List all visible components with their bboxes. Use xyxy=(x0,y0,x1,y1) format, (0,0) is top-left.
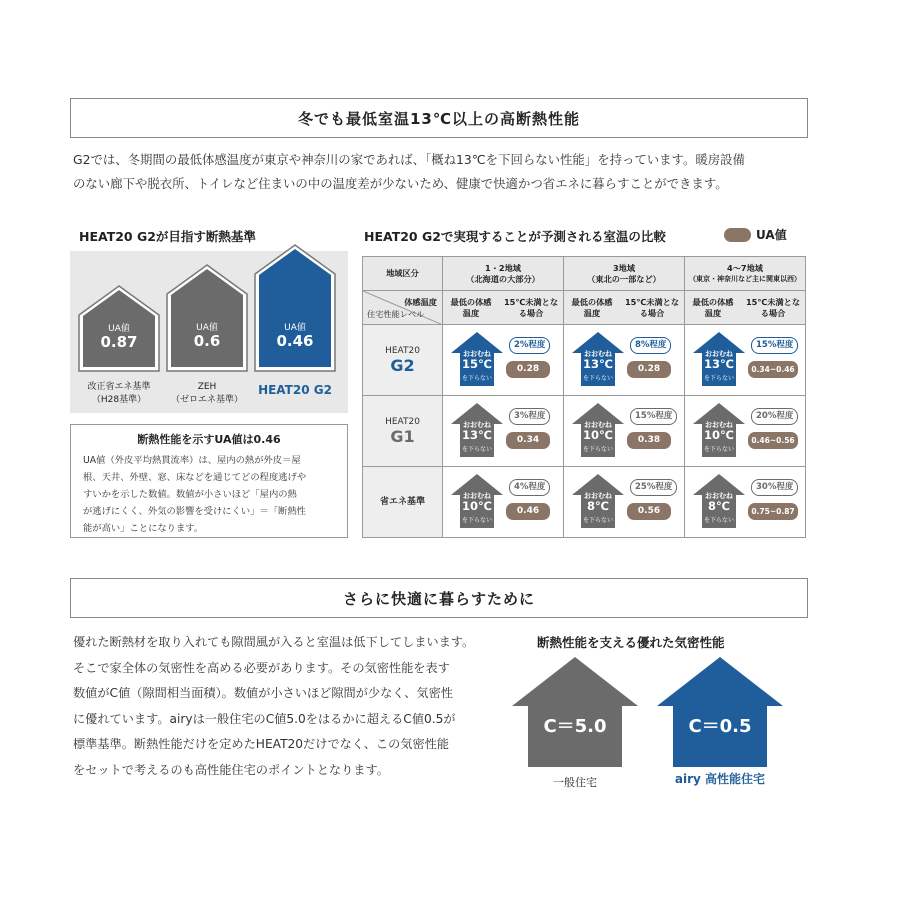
temp-cell xyxy=(685,396,806,467)
row-label: 省エネ基準 xyxy=(363,467,443,538)
sub-header: 最低の体感温度 15℃未満となる場合 xyxy=(564,291,685,325)
up-arrow-icon: おおむね 13℃ を下らない xyxy=(571,331,625,387)
up-arrow-icon: おおむね 10℃ を下らない xyxy=(692,402,746,458)
bar-caption-zeh: ZEH （ゼロエネ基準） xyxy=(170,382,243,405)
region-header: 1・2地域 （北海道の大部分） xyxy=(443,257,564,291)
house-general: C＝5.0 xyxy=(511,656,639,768)
bar-caption-g2: HEAT20 G2 xyxy=(258,383,332,397)
percent-badge: 25%程度 xyxy=(630,479,677,496)
temp-cell xyxy=(685,467,806,538)
sub-header: 最低の体感温度 15℃未満となる場合 xyxy=(685,291,806,325)
row-label: HEAT20 G2 xyxy=(363,325,443,396)
house-shape-icon xyxy=(254,244,336,372)
region-header: 4～7地域 （東京・神奈川など主に関東以西） xyxy=(685,257,806,291)
row-label: HEAT20 G1 xyxy=(363,396,443,467)
percent-badge: 3%程度 xyxy=(509,408,550,425)
ua-value-badge: 0.28 xyxy=(627,361,671,378)
airtight-heading: 断熱性能を支える優れた気密性能 xyxy=(537,635,725,650)
percent-badge: 15%程度 xyxy=(630,408,677,425)
ua-value-badge: 0.34~0.46 xyxy=(748,361,798,378)
room-temp-heading: HEAT20 G2で実現することが予測される室温の比較 xyxy=(364,229,666,244)
section-title-comfort: さらに快適に暮らすために xyxy=(70,578,808,618)
ua-legend: UA値 xyxy=(724,226,787,243)
ua-value-badge: 0.46 xyxy=(506,503,550,520)
ua-value-badge: 0.56 xyxy=(627,503,671,520)
bar-caption-h28: 改正省エネ基準 （H28基準） xyxy=(87,382,151,405)
temp-cell xyxy=(564,467,685,538)
house-shape-icon xyxy=(166,264,248,372)
temp-cell xyxy=(443,467,564,538)
temp-cell xyxy=(443,325,564,396)
ua-value-badge: 0.28 xyxy=(506,361,550,378)
up-arrow-icon: おおむね 13℃ を下らない xyxy=(450,402,504,458)
ua-note-box: 断熱性能を示すUA値は0.46 UA値（外皮平均熱貫流率）は、屋内の熱が外皮＝屋 根、天井、外壁、窓、床などを通じてどの程度逃げや すいかを示した数値。数値が小さいほど「屋内の熱 が逃げにくく、外気の影響を受けにくい」＝「断熱性 能が高い」ことになります。 xyxy=(70,424,348,538)
room-temp-table xyxy=(362,256,806,538)
ua-value-badge: 0.34 xyxy=(506,432,550,449)
insulation-standard-heading: HEAT20 G2が目指す断熱基準 xyxy=(79,229,256,244)
ua-house-h28: UA値 0.87 xyxy=(78,285,160,372)
sub-header: 最低の体感温度 15℃未満となる場合 xyxy=(443,291,564,325)
ua-value-badge: 0.46~0.56 xyxy=(748,432,798,449)
ua-legend-swatch xyxy=(724,228,751,242)
airtight-paragraph: 優れた断熱材を取り入れても隙間風が入ると室温は低下してしまいます。 そこで家全体の気密性を高める必要があります。その気密性能を表す 数値がC値（隙間相当面積）。数値が小さいほど隙間が少なく、気密性 に優れています。airyは一般住宅のC値5.0をはるかに超えるC値0.5が 標準基準。断熱性能だけを定めたHEAT20だけでなく、この気密性能 をセットで考えるのも高性能住宅のポイントとなります。 xyxy=(73,635,475,777)
region-header: 3地域 （東北の一部など） xyxy=(564,257,685,291)
ua-value-badge: 0.75~0.87 xyxy=(748,503,798,520)
up-arrow-icon: おおむね 10℃ を下らない xyxy=(450,473,504,529)
up-arrow-icon: おおむね 10℃ を下らない xyxy=(571,402,625,458)
percent-badge: 2%程度 xyxy=(509,337,550,354)
house-airy: C＝0.5 xyxy=(656,656,784,768)
temp-cell xyxy=(564,396,685,467)
caption-general: 一般住宅 xyxy=(553,776,597,789)
up-arrow-icon: おおむね 8℃ を下らない xyxy=(692,473,746,529)
up-arrow-icon: おおむね 15℃ を下らない xyxy=(450,331,504,387)
region-corner: 地域区分 xyxy=(363,257,443,291)
percent-badge: 30%程度 xyxy=(751,479,798,496)
temp-cell xyxy=(685,325,806,396)
up-arrow-icon: おおむね 8℃ を下らない xyxy=(571,473,625,529)
temp-cell xyxy=(443,396,564,467)
section-title-insulation: 冬でも最低室温13℃以上の高断熱性能 xyxy=(70,98,808,138)
intro-paragraph: G2では、冬期間の最低体感温度が東京や神奈川の家であれば、「概ね13℃を下回らない性能」を持っています。暖房設備 のない廊下や脱衣所、トイレなど住まいの中の温度差が少ないため、健康で快適かつ省エネに暮らすことができます。 xyxy=(73,152,745,191)
ua-house-g2: UA値 0.46 xyxy=(254,244,336,372)
percent-badge: 20%程度 xyxy=(751,408,798,425)
up-arrow-icon: おおむね 13℃ を下らない xyxy=(692,331,746,387)
percent-badge: 15%程度 xyxy=(751,337,798,354)
percent-badge: 4%程度 xyxy=(509,479,550,496)
percent-badge: 8%程度 xyxy=(630,337,671,354)
caption-airy: airy 高性能住宅 xyxy=(674,772,766,786)
temp-cell xyxy=(564,325,685,396)
ua-value-badge: 0.38 xyxy=(627,432,671,449)
ua-house-zeh: UA値 0.6 xyxy=(166,264,248,372)
diagonal-header: 体感温度 住宅性能レベル xyxy=(363,291,443,325)
